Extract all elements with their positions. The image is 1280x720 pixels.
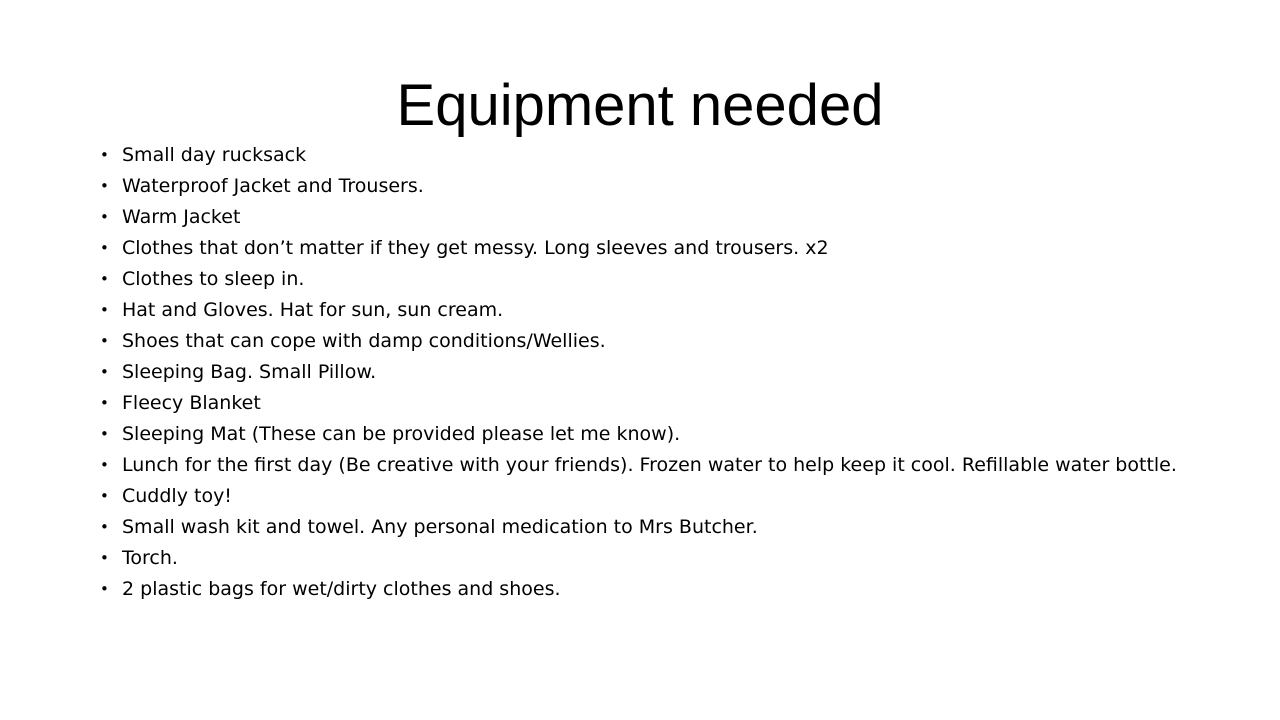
bullet-icon: •: [100, 146, 109, 164]
bullet-icon: •: [100, 518, 109, 536]
list-item-text: Waterproof Jacket and Trousers.: [122, 175, 424, 197]
bullet-icon: •: [100, 580, 109, 598]
list-item-text: Clothes to sleep in.: [122, 268, 305, 290]
bullet-icon: •: [100, 549, 109, 567]
list-item: [100, 237, 1180, 257]
bullet-icon: •: [100, 270, 109, 288]
list-item: [100, 144, 1180, 164]
list-item-text: Fleecy Blanket: [122, 392, 261, 414]
list-item: [100, 547, 1180, 567]
bullet-icon: •: [100, 394, 109, 412]
list-item-text: Small day rucksack: [122, 144, 307, 166]
list-item-text: Shoes that can cope with damp conditions/Wellies.: [122, 330, 606, 352]
list-item: [100, 485, 1180, 505]
list-item: [100, 299, 1180, 319]
list-item: [100, 206, 1180, 226]
list-item: [100, 175, 1180, 195]
bullet-icon: •: [100, 208, 109, 226]
list-item: [100, 392, 1180, 412]
bullet-icon: •: [100, 363, 109, 381]
list-item-text: Lunch for the first day (Be creative with your friends). Frozen water to help keep it cool. Refillable water bottle.: [122, 454, 1177, 476]
slide-title: Equipment needed: [396, 73, 884, 138]
list-item-text: Clothes that don’t matter if they get messy. Long sleeves and trousers. x2: [122, 237, 829, 259]
list-item-text: 2 plastic bags for wet/dirty clothes and shoes.: [122, 578, 561, 600]
equipment-list: [100, 144, 1180, 609]
list-item: [100, 454, 1180, 474]
bullet-icon: •: [100, 301, 109, 319]
list-item: [100, 516, 1180, 536]
list-item-text: Sleeping Bag. Small Pillow.: [122, 361, 377, 383]
list-item-text: Warm Jacket: [122, 206, 241, 228]
bullet-icon: •: [100, 239, 109, 257]
list-item: [100, 423, 1180, 443]
list-item: [100, 268, 1180, 288]
list-item-text: Torch.: [122, 547, 178, 569]
bullet-icon: •: [100, 332, 109, 350]
list-item: [100, 330, 1180, 350]
list-item-text: Hat and Gloves. Hat for sun, sun cream.: [122, 299, 504, 321]
list-item: [100, 361, 1180, 381]
bullet-icon: •: [100, 456, 109, 474]
list-item-text: Cuddly toy!: [122, 485, 232, 507]
list-item: [100, 578, 1180, 598]
list-item-text: Small wash kit and towel. Any personal medication to Mrs Butcher.: [122, 516, 758, 538]
bullet-icon: •: [100, 425, 109, 443]
bullet-icon: •: [100, 177, 109, 195]
list-item-text: Sleeping Mat (These can be provided please let me know).: [122, 423, 681, 445]
bullet-icon: •: [100, 487, 109, 505]
